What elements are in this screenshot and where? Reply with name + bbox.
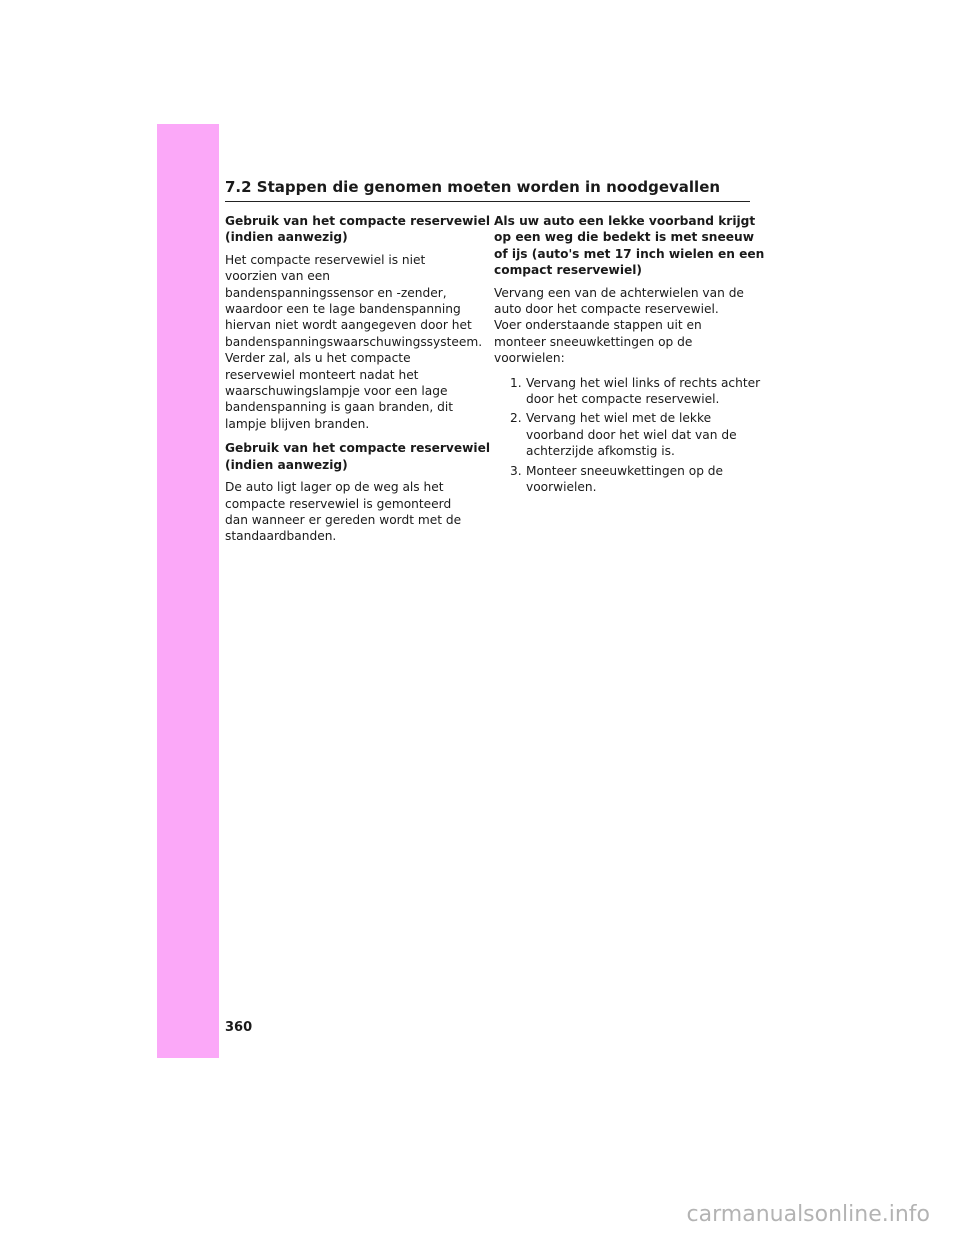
heading-flat-front-tire-snow <box>494 213 765 279</box>
paragraph-ride-height <box>225 479 477 545</box>
heading-line: Gebruik van het compacte reservewiel <box>225 441 491 456</box>
text-line: voorband door het wiel dat van de <box>526 427 737 442</box>
section-header <box>225 177 750 202</box>
step-number: 1. <box>510 375 522 390</box>
text-line: bandenspanningssensor en -zender, <box>225 285 447 300</box>
text-line: voorwielen: <box>494 351 565 366</box>
heading-compact-spare-2 <box>225 440 491 473</box>
heading-line: Gebruik van het compacte reservewiel <box>225 214 491 228</box>
step-number: 2. <box>510 411 522 426</box>
text-line: Verder zal, als u het compacte <box>225 351 411 366</box>
text-line: Het compacte reservewiel is niet <box>225 252 426 267</box>
text-line: voorzien van een <box>225 269 331 284</box>
list-item <box>494 375 761 408</box>
paragraph-intro <box>494 285 752 367</box>
watermark: carmanualsonline.info <box>686 1202 930 1227</box>
list-item <box>494 410 752 459</box>
text-line: monteer sneeuwkettingen op de <box>494 334 693 349</box>
steps-list <box>494 375 761 496</box>
text-line: Vervang een van de achterwielen van de <box>494 285 744 300</box>
text-line: dan wanneer er gereden wordt met de <box>225 512 462 527</box>
heading-line: op een weg die bedekt is met sneeuw <box>494 230 754 245</box>
text-line: lampje blijven branden. <box>225 416 370 431</box>
section-title: 7.2 Stappen die genomen moeten worden in noodgevallen <box>225 178 721 196</box>
right-column <box>494 213 765 499</box>
heading-compact-spare-1 <box>225 213 491 246</box>
text-line: De auto ligt lager op de weg als het <box>225 480 444 495</box>
heading-line: of ijs (auto's met 17 inch wielen en een <box>494 246 765 261</box>
text-line: reservewiel monteert nadat het <box>225 367 419 382</box>
step-number: 3. <box>510 463 522 478</box>
text-line: waardoor een te lage bandenspanning <box>225 302 461 317</box>
text-line: voorwielen. <box>526 480 597 495</box>
text-line: auto door het compacte reservewiel. <box>494 302 719 317</box>
text-line: compacte reservewiel is gemonteerd <box>225 496 452 511</box>
text-line: hiervan niet wordt aangegeven door het <box>225 318 472 333</box>
heading-line: (indien aanwezig) <box>225 230 348 245</box>
text-line: Monteer sneeuwkettingen op de <box>526 463 724 478</box>
heading-line: compact reservewiel) <box>494 263 643 278</box>
text-line: achterzijde afkomstig is. <box>526 444 675 459</box>
text-line: Vervang het wiel links of rechts achter <box>526 375 761 390</box>
paragraph-tpms-note <box>225 252 483 432</box>
text-line: Voer onderstaande stappen uit en <box>494 318 702 333</box>
text-line: standaardbanden. <box>225 529 337 544</box>
text-line: waarschuwingslampje voor een lage <box>225 384 448 399</box>
text-line: bandenspanningswaarschuwingssysteem. <box>225 334 483 349</box>
text-line: bandenspanning is gaan branden, dit <box>225 400 454 415</box>
list-item <box>494 463 752 496</box>
page-number: 360 <box>225 1020 253 1035</box>
section-color-tab <box>157 124 219 1058</box>
left-column <box>225 213 491 553</box>
text-line: door het compacte reservewiel. <box>526 392 720 407</box>
text-line: Vervang het wiel met de lekke <box>526 411 712 426</box>
heading-line: Als uw auto een lekke voorband krijgt <box>494 214 756 228</box>
heading-line: (indien aanwezig) <box>225 457 348 472</box>
